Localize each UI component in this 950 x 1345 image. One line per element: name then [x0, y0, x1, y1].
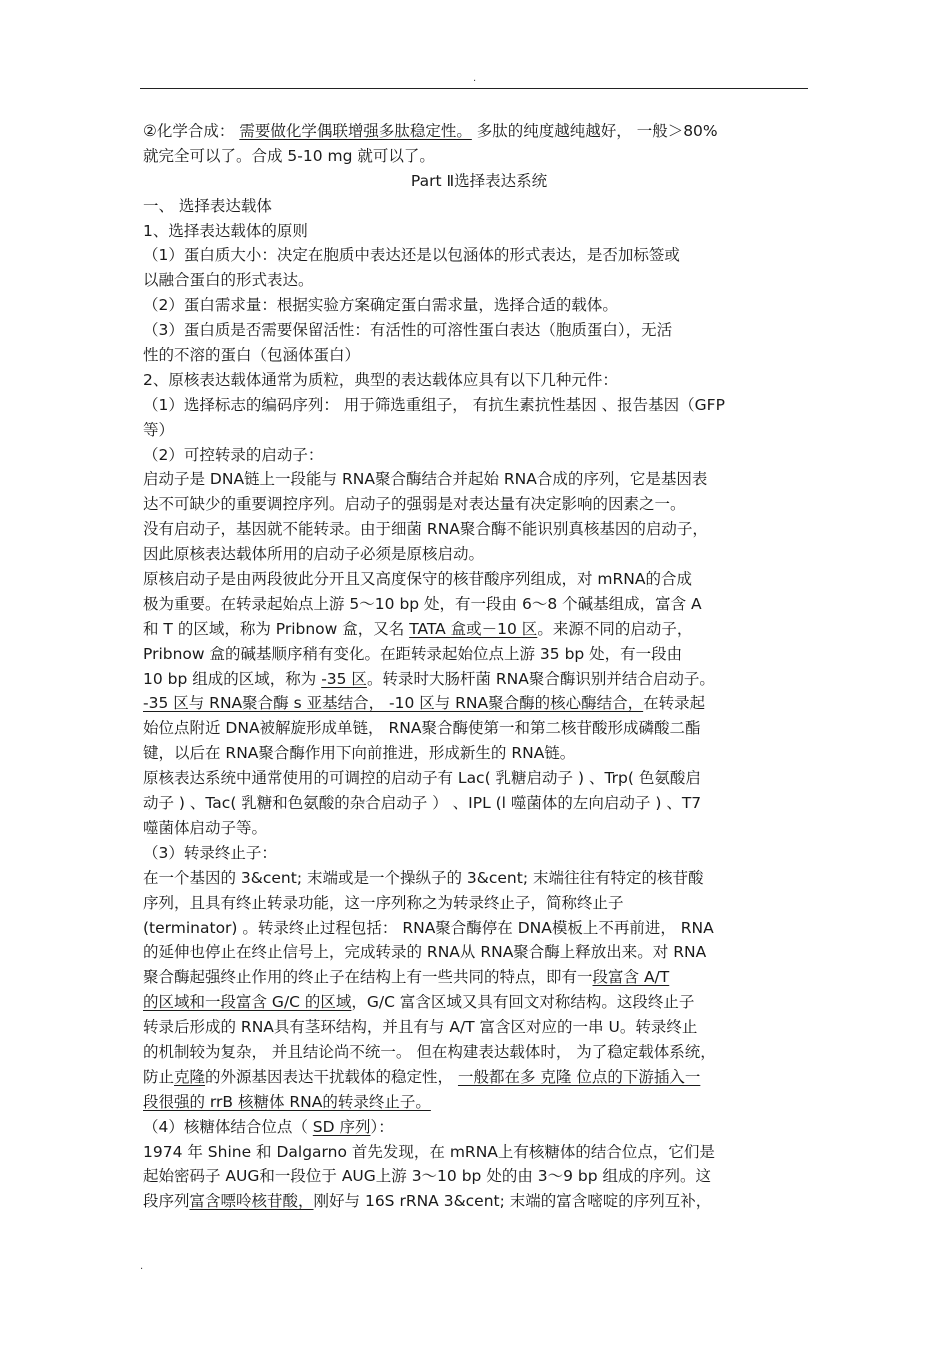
text-run: 以融合蛋白的形式表达。 [143, 271, 314, 290]
text-run: 和 T 的区域，称为 Pribnow 盒，又名 [143, 619, 410, 638]
text-run: 在一个基因的 3&cent; 末端或是一个操纵子的 3&cent; 末端往往有特定的核苷酸 [143, 868, 704, 887]
text-line [143, 766, 815, 791]
text-line [143, 119, 815, 144]
text-line [143, 990, 815, 1015]
text-line [143, 492, 815, 517]
text-run: 动子 ) 、Tac( 乳糖和色氨酸的杂合启动子 ） 、IPL (l 噬菌体的左向启动子 ) 、T7 [143, 794, 702, 813]
text-run: （3）转录终止子： [143, 843, 277, 862]
text-run: 起始密码子 AUG和一段位于 AUG上游 3～10 bp 处的由 3～9 bp 组成的序列。这 [143, 1167, 711, 1186]
text-line [143, 965, 815, 990]
text-run: 刚好与 16S rRNA 3&cent; 末端的富含嘧啶的序列互补， [313, 1192, 712, 1211]
text-run: 在转录起 [643, 694, 706, 713]
text-line [143, 1140, 815, 1165]
text-line [143, 1090, 815, 1115]
text-line [143, 791, 815, 816]
text-run: 极为重要。在转录起始点上游 5～10 bp 处，有一段由 6～8 个碱基组成，富含 A [143, 594, 702, 613]
text-run: 一、 选择表达载体 [143, 196, 272, 215]
text-line [143, 393, 815, 418]
text-run: 转录后形成的 RNA具有茎环结构，并且有与 A/T 富含区对应的一串 U。转录终止 [143, 1018, 698, 1037]
text-run: 。转录时大肠杆菌 RNA聚合酶识别并结合启动子。 [366, 669, 715, 688]
text-run: 原核启动子是由两段彼此分开且又高度保守的核苷酸序列组成，对 mRNA的合成 [143, 570, 692, 589]
underlined-text: SD 序列 [312, 1117, 371, 1136]
text-line [143, 517, 815, 542]
underlined-text: 段很强的 rrB 核糖体 RNA的转录终止子。 [143, 1092, 431, 1111]
text-run: 聚合酶起强终止作用的终止子在结构上有一些共同的特点，即有一 [143, 968, 593, 987]
text-run: 1、选择表达载体的原则 [143, 221, 308, 240]
text-line [143, 617, 815, 642]
text-run: Part Ⅱ选择表达系统 [410, 171, 548, 190]
header-rule [140, 88, 808, 89]
text-run: 等） [143, 420, 175, 439]
text-line [143, 691, 815, 716]
text-run: 达不可缺少的重要调控序列。启动子的强弱是对表达量有决定影响的因素之一。 [143, 495, 686, 514]
text-line [143, 542, 815, 567]
text-line [143, 219, 815, 244]
underlined-text: 段富含 A/T [592, 968, 670, 987]
text-line [143, 642, 815, 667]
text-run: (terminator) 。转录终止过程包括： RNA聚合酶停在 DNA模板上不再前进， RNA [143, 918, 714, 937]
text-line [143, 418, 815, 443]
text-line [143, 667, 815, 692]
text-line [143, 1015, 815, 1040]
text-run: 就完全可以了。合成 5-10 mg 就可以了。 [143, 146, 435, 165]
text-line [143, 318, 815, 343]
text-run: 多肽的纯度越纯越好， 一般＞80% [471, 122, 718, 140]
text-line [143, 368, 815, 393]
bottom-page-mark: . [140, 1261, 144, 1272]
text-run: 启动子是 DNA链上一段能与 RNA聚合酶结合并起始 RNA合成的序列，它是基因表 [143, 470, 708, 489]
text-run: 键，以后在 RNA聚合酶作用下向前推进，形成新生的 RNA链。 [143, 744, 576, 763]
underlined-text: -35 区与 RNA聚合酶 s 亚基结合， -10 区与 RNA聚合酶的核心酶结合， [143, 694, 644, 713]
text-line [143, 293, 815, 318]
text-line [143, 1065, 815, 1090]
underlined-text: -35 区 [321, 669, 367, 688]
text-run: （2）蛋白需求量：根据实验方案确定蛋白需求量，选择合适的载体。 [143, 296, 618, 315]
text-line [143, 841, 815, 866]
text-run: ）： [370, 1117, 394, 1136]
text-line [143, 940, 815, 965]
text-run: ，G/C 富含区域又具有回文对称结构。这段终止子 [351, 993, 695, 1012]
text-line [143, 1189, 815, 1214]
text-run: 段序列 [143, 1192, 190, 1211]
text-line [143, 1115, 815, 1140]
text-line [143, 1164, 815, 1189]
text-run: 性的不溶的蛋白（包涵体蛋白） [143, 346, 361, 365]
text-line [143, 891, 815, 916]
text-line [143, 169, 815, 194]
text-run: 噬菌体启动子等。 [143, 818, 268, 837]
text-line [143, 194, 815, 219]
text-line [143, 343, 815, 368]
underlined-text: 一般都在多 克隆 位点的下游插入一 [457, 1067, 701, 1086]
text-line [143, 716, 815, 741]
text-line [143, 144, 815, 169]
underlined-text: 的区域和一段富含 G/C 的区域 [143, 993, 352, 1012]
text-line [143, 866, 815, 891]
text-line [143, 567, 815, 592]
text-run: Pribnow 盒的碱基顺序稍有变化。在距转录起始位点上游 35 bp 处，有一段由 [143, 644, 683, 663]
underlined-text: 克隆 [174, 1067, 206, 1086]
text-line [143, 816, 815, 841]
text-run: ②化学合成： [143, 122, 240, 140]
text-run: （2）可控转录的启动子： [143, 445, 324, 464]
text-line [143, 916, 815, 941]
text-run: 的延伸也停止在终止信号上，完成转录的 RNA从 RNA聚合酶上释放出来。对 RNA [143, 943, 707, 962]
text-line [143, 443, 815, 468]
text-run: 10 bp 组成的区域，称为 [143, 669, 322, 688]
underlined-text: 富含嘌呤核苷酸， [189, 1192, 314, 1211]
text-line [143, 268, 815, 293]
text-run: 因此原核表达载体所用的启动子必须是原核启动。 [143, 545, 485, 564]
text-run: 的机制较为复杂， 并且结论尚不统一。 但在构建表达载体时， 为了稳定载体系统， [143, 1042, 716, 1061]
text-run: 原核表达系统中通常使用的可调控的启动子有 Lac( 乳糖启动子 ) 、Trp( 色氨酸启 [143, 769, 701, 788]
document-body [143, 119, 815, 1214]
text-line [143, 1040, 815, 1065]
text-run: 的外源基因表达干扰载体的稳定性， [205, 1067, 458, 1086]
text-run: 1974 年 Shine 和 Dalgarno 首先发现，在 mRNA上有核糖体的结合位点，它们是 [143, 1142, 715, 1161]
text-run: （1）蛋白质大小：决定在胞质中表达还是以包涵体的形式表达，是否加标签或 [143, 246, 680, 265]
text-run: （4）核糖体结合位点（ [143, 1117, 313, 1136]
text-line [143, 467, 815, 492]
text-run: （3）蛋白质是否需要保留活性：有活性的可溶性蛋白表达（胞质蛋白），无活 [143, 321, 673, 340]
underlined-text: TATA 盒或－10 区 [409, 619, 538, 638]
text-line [143, 592, 815, 617]
text-line [143, 741, 815, 766]
text-run: 始位点附近 DNA被解旋形成单链， RNA聚合酶使第一和第二核苷酸形成磷酸二酯 [143, 719, 701, 738]
top-page-mark: . [473, 73, 477, 84]
text-run: 防止 [143, 1067, 175, 1086]
text-line [143, 243, 815, 268]
text-run: （1）选择标志的编码序列： 用于筛选重组子， 有抗生素抗性基因 、报告基因（GFP [143, 395, 725, 414]
text-run: 序列，且具有终止转录功能，这一序列称之为转录终止子，简称终止子 [143, 893, 624, 912]
text-run: 2、原核表达载体通常为质粒，典型的表达载体应具有以下几种元件： [143, 370, 618, 389]
text-run: 没有启动子，基因就不能转录。由于细菌 RNA聚合酶不能识别真核基因的启动子， [143, 520, 708, 539]
text-run: 。来源不同的启动子， [537, 619, 693, 638]
underlined-text: 需要做化学偶联增强多肽稳定性。 [239, 122, 472, 140]
